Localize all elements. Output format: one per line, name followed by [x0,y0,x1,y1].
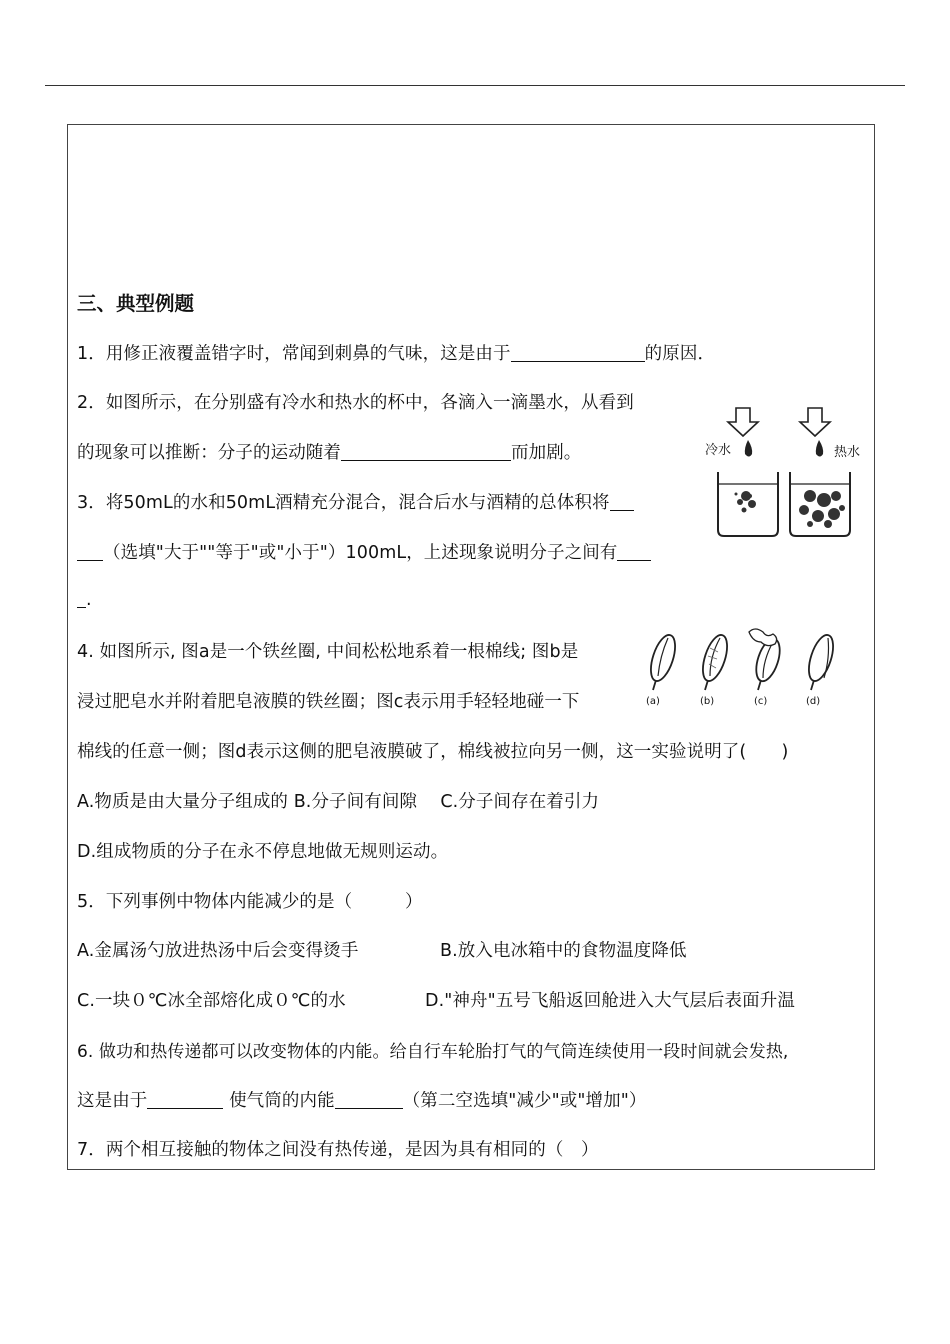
question-2-line-1: 2．如图所示，在分别盛有冷水和热水的杯中，各滴入一滴墨水，从看到 [77,393,634,413]
cold-water-label: 冷水 [705,443,732,458]
question-4-line-3: 棉线的任意一侧；图d表示这侧的肥皂液膜破了，棉线被拉向另一侧，这一实验说明了( ) [77,742,789,762]
question-5-option-c: C.一块０℃冰全部熔化成０℃的水 [77,991,346,1011]
answer-blank[interactable] [341,442,511,461]
question-3-line-1: 3．将50mL的水和50mL酒精充分混合，混合后水与酒精的总体积将 [77,489,634,514]
question-4-line-2: 浸过肥皂水并附着肥皂液膜的铁丝圈；图c表示用手轻轻地碰一下 [77,692,580,712]
question-6-line-2: 这是由于 使气筒的内能 （第二空选填"减少"或"增加"） [77,1091,647,1111]
question-3-line-2: （选填"大于""等于"或"小于"）100mL，上述现象说明分子之间有 [77,539,651,564]
fig-label-a: (a) [646,696,660,707]
wire-loops-figure [638,628,843,713]
question-4-options-2: D.组成物质的分子在永不停息地做无规则运动。 [77,842,449,862]
fig-label-d: (d) [806,696,821,707]
fig-label-c: (c) [754,696,768,707]
answer-blank[interactable] [335,1090,403,1109]
section-title: 三、典型例题 [77,292,195,315]
question-6-line-1: 6. 做功和热传递都可以改变物体的内能。给自行车轮胎打气的气筒连续使用一段时间就会发热, [77,1042,789,1062]
question-5-option-a: A.金属汤勺放进热汤中后会变得烫手 [77,941,359,961]
answer-blank[interactable] [147,1090,223,1109]
question-5-option-b: B.放入电冰箱中的食物温度降低 [440,941,687,961]
question-5-stem: 5．下列事例中物体内能减少的是（ ） [77,892,423,912]
answer-blank[interactable] [511,343,645,362]
header-rule [45,85,905,86]
answer-blank[interactable] [77,589,86,608]
answer-blank[interactable] [617,542,651,561]
question-1: 1．用修正液覆盖错字时，常闻到刺鼻的气味，这是由于 的原因． [77,344,716,364]
beakers-figure [700,400,875,545]
question-4-options-1: A.物质是由大量分子组成的 B.分子间有间隙 C.分子间存在着引力 [77,792,600,812]
question-5-option-d: D."神舟"五号飞船返回舱进入大气层后表面升温 [425,991,795,1011]
question-4-line-1: 4. 如图所示, 图a是一个铁丝圈, 中间松松地系着一根棉线; 图b是 [77,642,579,662]
hot-water-label: 热水 [834,445,861,460]
question-7-stem: 7．两个相互接触的物体之间没有热传递，是因为具有相同的（ ） [77,1140,599,1160]
question-2-line-2: 的现象可以推断：分子的运动随着 而加剧。 [77,443,582,463]
fig-label-b: (b) [700,696,715,707]
question-3-line-3: . [77,589,92,610]
answer-blank[interactable] [610,492,634,511]
answer-blank[interactable] [77,542,103,561]
